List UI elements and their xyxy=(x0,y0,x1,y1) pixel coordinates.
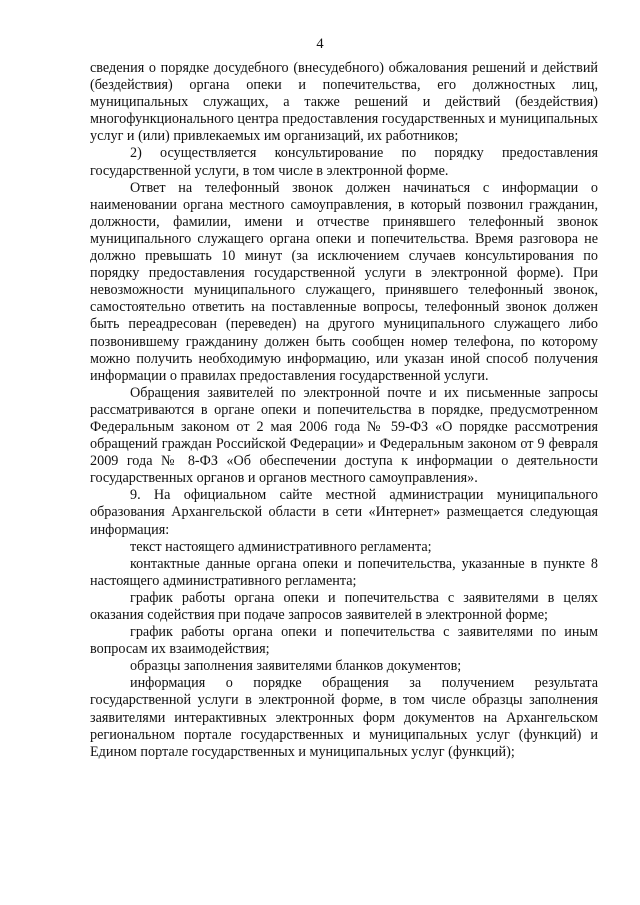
list-item-schedule-other: график работы органа опеки и попечительства с заявителями по иным вопросам их взаимодействия; xyxy=(90,624,598,658)
list-item-form-samples: образцы заполнения заявителями бланков документов; xyxy=(130,658,462,675)
paragraph-phone-call: Ответ на телефонный звонок должен начинаться с информации о наименовании органа местного самоуправления, в который позвонил гражданин, должности, фамилии, имени и отчестве принявшего телефонный звонок муниципального служащего органа опеки и попечительства. Время разговора не должно превышать 10 минут (за исключением случаев консультирования по порядку предоставления государственной услуги в электронной форме). При невозможности муниципального служащего, принявшего телефонный звонок, самостоятельно ответить на поставленные вопросы, телефонный звонок должен быть переадресован (переведен) на другого муниципального служащего либо позвонившему гражданину должен быть сообщен номер телефона, по которому можно получить необходимую информацию, или указан иной способ получения информации о правилах предоставления государственной услуги. xyxy=(90,179,598,384)
list-item-result-procedure: информация о порядке обращения за получением результата государственной услуги в электронной форме, в том числе образцы заполнения заявителями интерактивных электронных форм документов на Архангельском региональном портале государственных и муниципальных услуг (функций) и Едином портале государственных и муниципальных услуг (функций); xyxy=(90,675,598,760)
list-item-contact-data: контактные данные органа опеки и попечительства, указанные в пункте 8 настоящего административного регламента; xyxy=(90,555,598,589)
paragraph-consulting: 2) осуществляется консультирование по порядку предоставления государственной услуги, в том числе в электронной форме. xyxy=(90,145,598,179)
page-number: 4 xyxy=(316,36,324,52)
list-item-regulation-text: текст настоящего административного регламента; xyxy=(130,538,432,555)
paragraph-appeal-info: сведения о порядке досудебного (внесудебного) обжалования решений и действий (бездействия) органа опеки и попечительства, его должностных лиц, муниципальных служащих, а также решений и действий (бездействия) многофункционального центра предоставления государственных и муниципальных услуг и (или) привлекаемых им организаций, их работников; xyxy=(90,60,598,145)
document-body xyxy=(90,60,598,761)
list-item-schedule-electronic: график работы органа опеки и попечительства с заявителями в целях оказания содействия при подаче запросов заявителей в электронной форме; xyxy=(90,589,598,623)
paragraph-email-requests: Обращения заявителей по электронной почте и их письменные запросы рассматриваются в органе опеки и попечительства в порядке, предусмотренном Федеральным законом от 2 мая 2006 года № 59-ФЗ «О порядке рассмотрения обращений граждан Российской Федерации» и Федеральным законом от 9 февраля 2009 года № 8-ФЗ «Об обеспечении доступа к информации о деятельности государственных органов и органов местного самоуправления». xyxy=(90,384,598,487)
paragraph-section-9: 9. На официальном сайте местной администрации муниципального образования Архангельской области в сети «Интернет» размещается следующая информация: xyxy=(90,487,598,538)
